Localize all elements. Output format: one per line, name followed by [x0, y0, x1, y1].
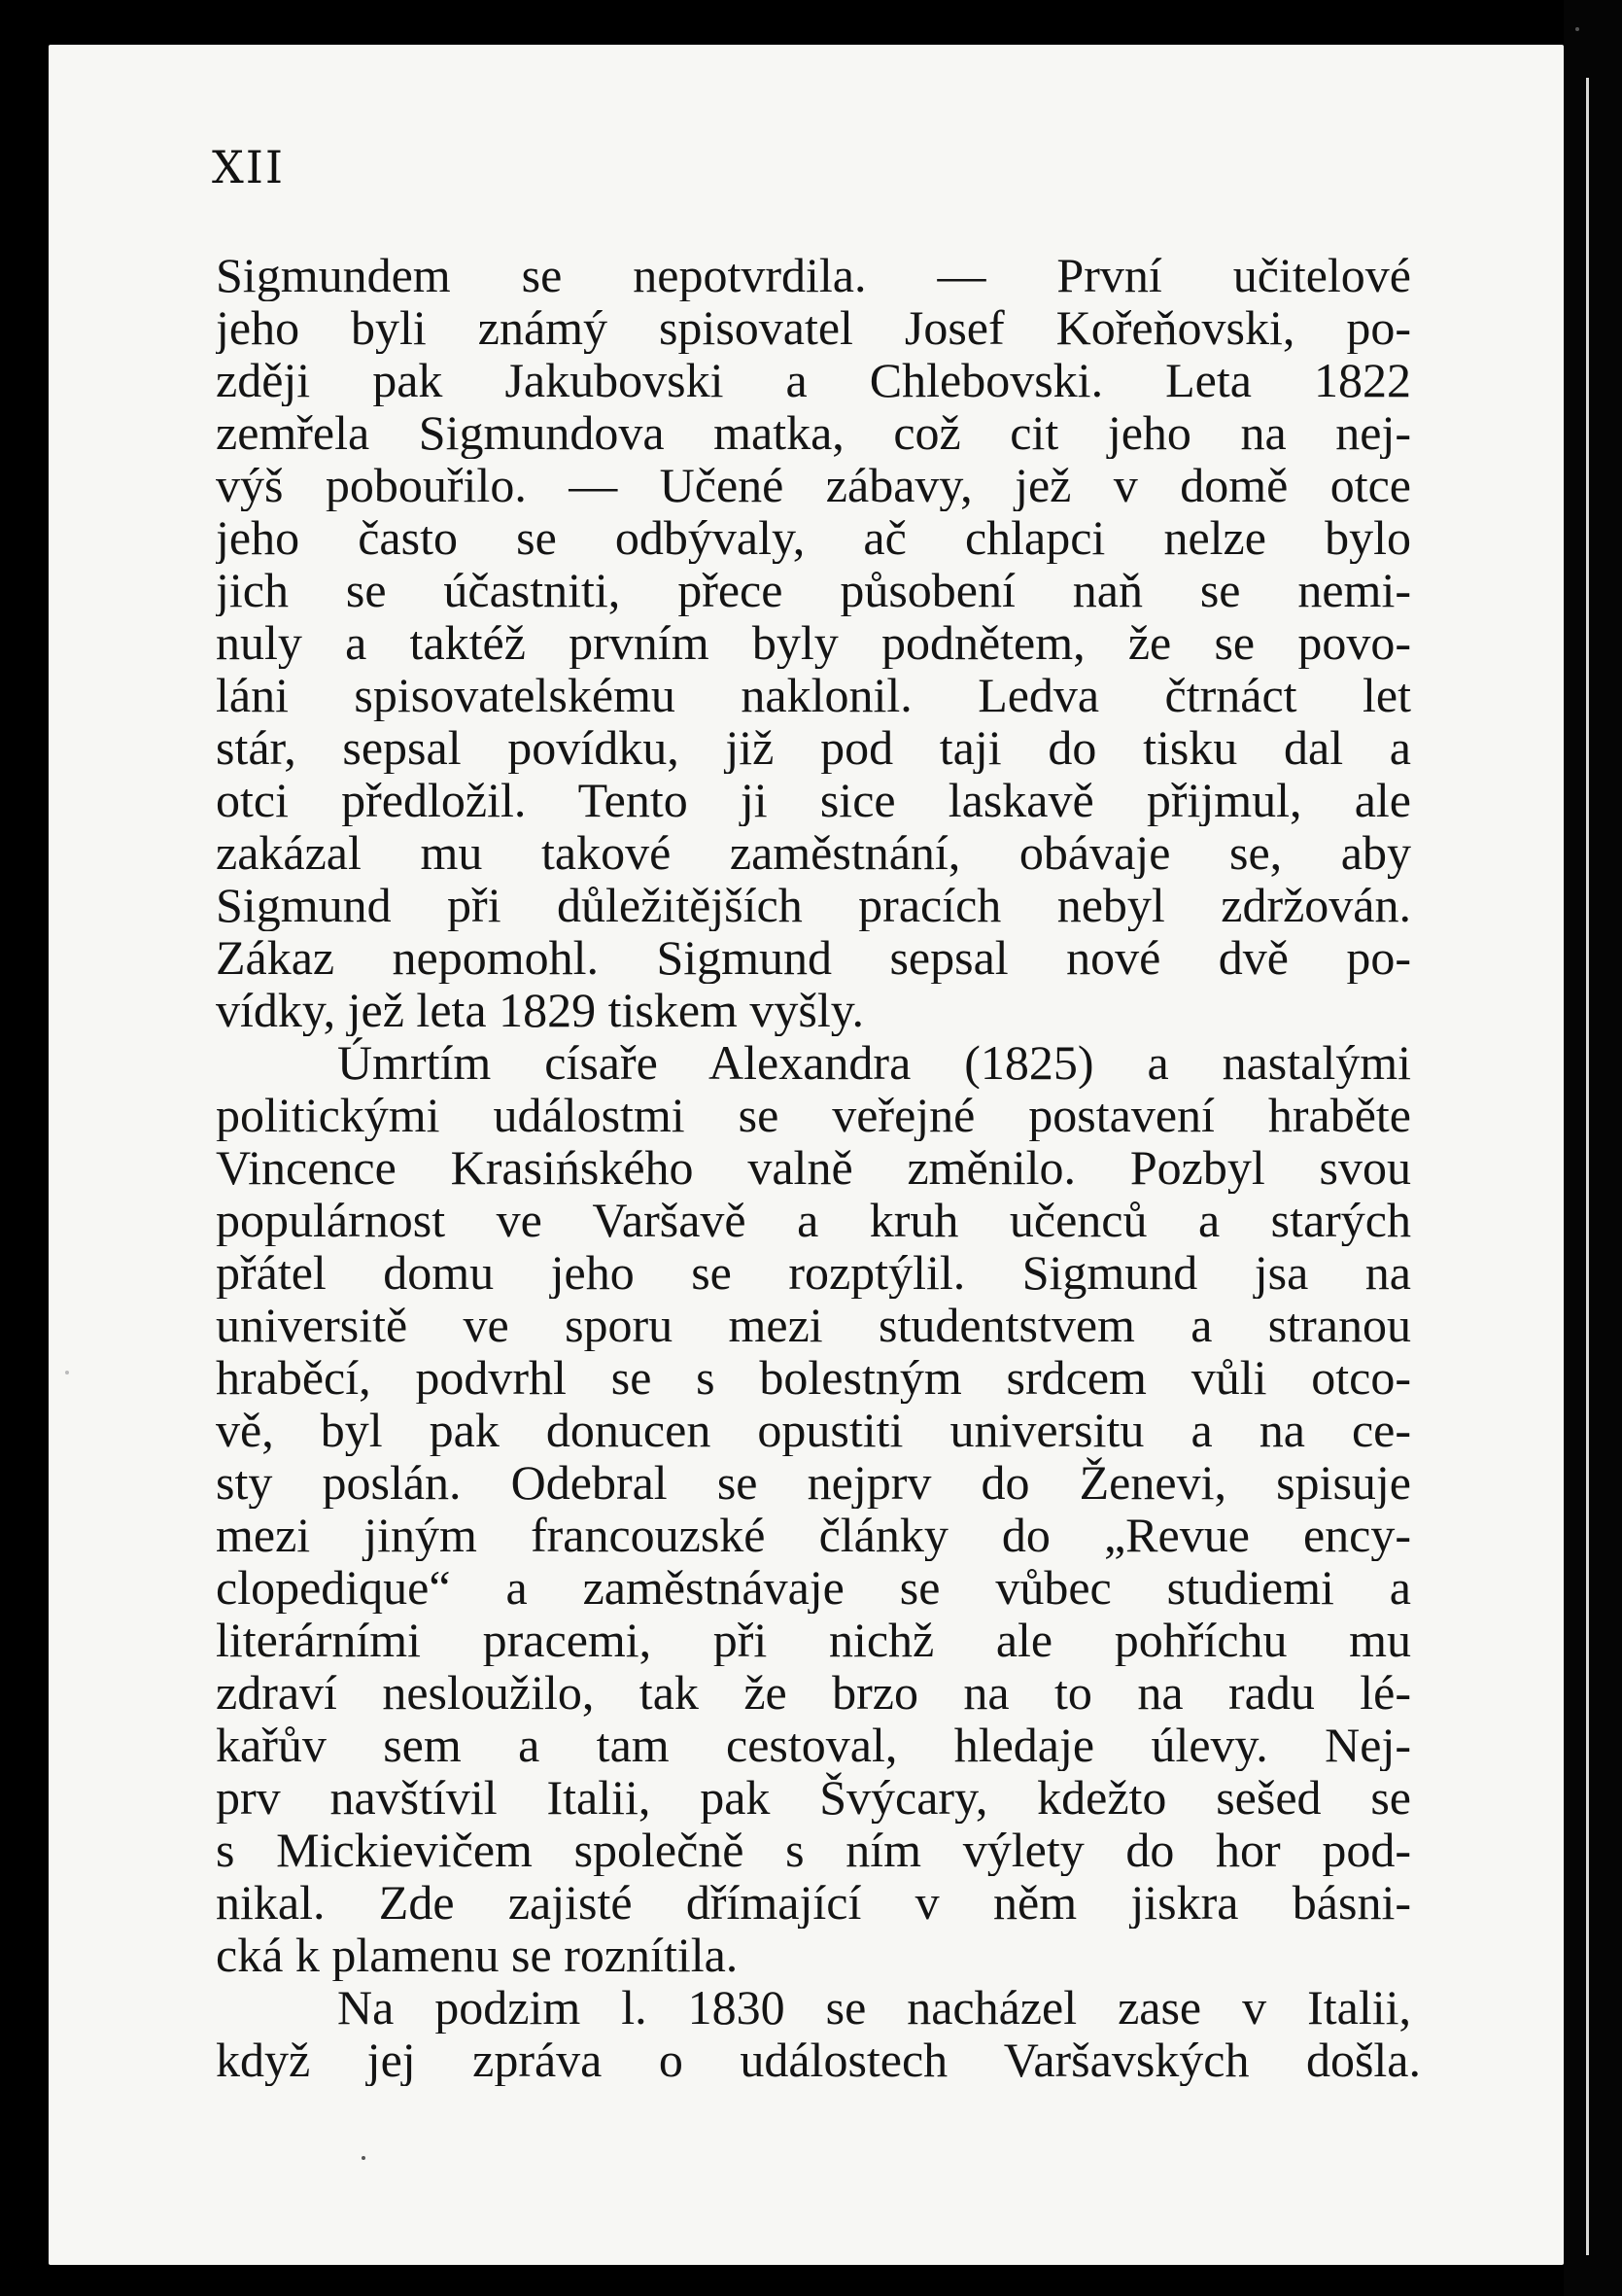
text-line: vídky, jež leta 1829 tiskem vyšly. [216, 984, 865, 1036]
scan-border [1564, 0, 1622, 2296]
text-line: Vincence Krasińského valně změnilo. Pozbyl svou [216, 1141, 1411, 1194]
text-line: jeho často se odbývaly, ač chlapci nelze bylo [216, 511, 1411, 564]
text-line: otci předložil. Tento ji sice laskavě přijmul, ale [216, 774, 1411, 826]
text-line: když jej zpráva o událostech Varšavských došla. [216, 2034, 1421, 2086]
text-line: s Mickievičem společně s ním výlety do hor pod- [216, 1824, 1411, 1876]
scan-speck [65, 1371, 69, 1374]
adjacent-page-edge [1586, 78, 1589, 2255]
text-line: clopedique“ a zaměstnávaje se vůbec studiemi a [216, 1561, 1411, 1614]
text-line: Zákaz nepomohl. Sigmund sepsal nové dvě po- [216, 931, 1411, 984]
text-line: mezi jiným francouzské články do „Revue ency- [216, 1509, 1411, 1561]
text-line: výš pobouřilo. — Učené zábavy, jež v domě otce [216, 459, 1411, 511]
text-line: nikal. Zde zajisté dřímající v něm jiskra básni- [216, 1876, 1411, 1929]
text-line: cká k plamenu se roznítila. [216, 1929, 739, 1981]
text-line: nuly a taktéž prvním byly podnětem, že se povo- [216, 616, 1411, 669]
text-line: zakázal mu takové zaměstnání, obávaje se, aby [216, 826, 1411, 879]
text-line: Sigmundem se nepotvrdila. — První učitelové [216, 249, 1411, 301]
text-line: hraběcí, podvrhl se s bolestným srdcem vůli otco- [216, 1351, 1411, 1404]
page-number: XII [212, 141, 286, 193]
text-line: stár, sepsal povídku, již pod taji do tisku dal a [216, 721, 1411, 774]
text-line: zemřela Sigmundova matka, což cit jeho na nej- [216, 406, 1411, 459]
scan-speck [1575, 27, 1579, 31]
text-line: kařův sem a tam cestoval, hledaje úlevy. Nej- [216, 1719, 1411, 1771]
text-line: politickými událostmi se veřejné postavení hraběte [216, 1089, 1411, 1141]
text-line: Úmrtím císaře Alexandra (1825) a nastalými [337, 1036, 1411, 1089]
text-line: literárními pracemi, při nichž ale pohříchu mu [216, 1614, 1411, 1666]
text-line: zději pak Jakubovski a Chlebovski. Leta 1822 [216, 354, 1411, 406]
text-line: přátel domu jeho se rozptýlil. Sigmund jsa na [216, 1246, 1411, 1299]
scan-speck [362, 2156, 365, 2160]
text-line: Na podzim l. 1830 se nacházel zase v Italii, [337, 1981, 1411, 2034]
text-line: populárnost ve Varšavě a kruh učenců a starých [216, 1194, 1411, 1246]
text-line: láni spisovatelskému naklonil. Ledva čtrnáct let [216, 669, 1411, 721]
text-line: Sigmund při důležitějších pracích nebyl zdržován. [216, 879, 1411, 931]
text-line: prv navštívil Italii, pak Švýcary, kdežto sešed se [216, 1771, 1411, 1824]
text-line: jeho byli známý spisovatel Josef Kořeňovski, po- [216, 301, 1411, 354]
text-line: jich se účastniti, přece působení naň se nemi- [216, 564, 1411, 616]
text-line: vě, byl pak donucen opustiti universitu a na ce- [216, 1404, 1411, 1456]
text-line: zdraví nesloužilo, tak že brzo na to na radu lé- [216, 1666, 1411, 1719]
text-line: universitě ve sporu mezi studentstvem a stranou [216, 1299, 1411, 1351]
text-line: sty poslán. Odebral se nejprv do Ženevi, spisuje [216, 1456, 1411, 1509]
